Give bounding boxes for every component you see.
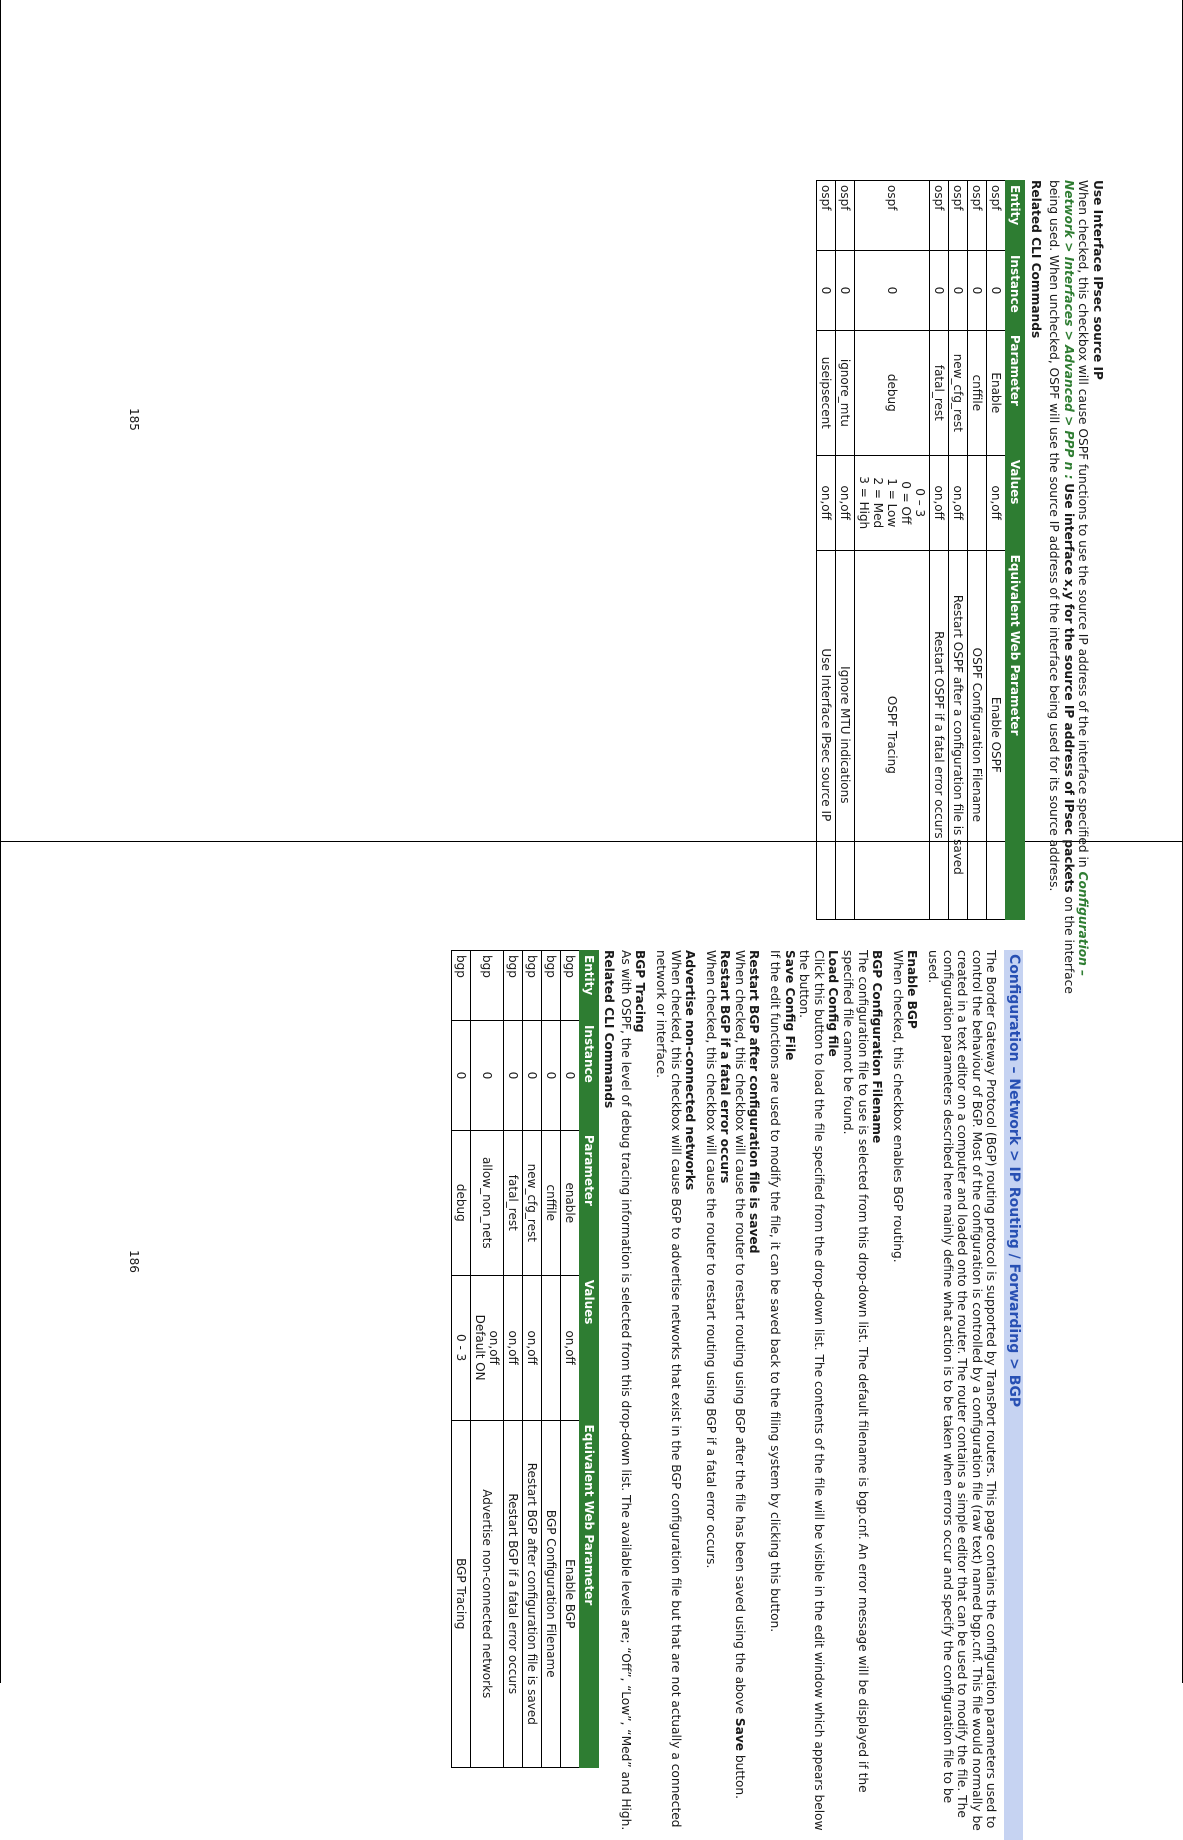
col-values: Values: [1006, 455, 1025, 550]
interfaces-link[interactable]: Configuration – Network > Interfaces > Advanced > PPP n :: [1061, 180, 1091, 977]
cli-table-ospf: [816, 180, 1025, 920]
col-entity: Entity: [579, 951, 598, 1021]
cfg-filename-heading: BGP Configuration Filename: [870, 950, 885, 1144]
table-row: bgp 0 allow_non_nets on,off Default ON Advertise non-connected networks: [470, 951, 503, 1768]
load-cfg-heading: Load Config file: [826, 950, 841, 1057]
page-186: [0, 842, 1183, 1831]
col-parameter: Parameter: [579, 1130, 598, 1275]
save-cfg-text: If the edit functions are used to modify the file, it can be saved back to the filing system by clicking this button.: [768, 950, 783, 1633]
restart-fatal-text: When checked, this checkbox will cause the router to restart routing using BGP if a fatal error occurs.: [703, 950, 718, 1569]
tracing-heading: BGP Tracing: [633, 950, 648, 1033]
enable-bgp-text: When checked, this checkbox enables BGP routing.: [890, 950, 905, 1263]
bgp-intro: The Border Gateway Protocol (BGP) routing protocol is supported by TransPort routers. This page contains the configuration parameters used to control the behaviour of BGP. Most of the configuration is controlled by a configuration file (raw text) named bgp.cnf. This file would normally be created in a text editor on a computer and loaded onto the router. The router contains a simple editor that can be used to modify the file. The configuration parameters described here mainly define what action is to be taken when errors occur and specify the configuration file to be used.: [926, 950, 999, 1831]
table-row: bgp 0 new_cfg_rest on,off Restart BGP after configuration file is saved: [522, 951, 541, 1768]
table-header-row: [579, 951, 598, 1768]
section-title: Configuration – Network > IP Routing / Forwarding > BGP: [1004, 950, 1023, 1840]
enable-bgp-heading: Enable BGP: [905, 950, 920, 1029]
table-row: bgp 0 fatal_rest on,off Restart BGP if a fatal error occurs: [503, 951, 522, 1768]
cfg-filename-text: The configuration file to use is selected from this drop-down list. The default filename is bgp.cnf. An error message will be displayed if the specified file cannot be found.: [841, 950, 870, 1793]
col-entity: Entity: [1006, 181, 1025, 251]
cli-heading: Related CLI Commands: [602, 950, 617, 1109]
restart-fatal-heading: Restart BGP if a fatal error occurs: [718, 950, 733, 1184]
tracing-text: As with OSPF, the level of debug tracing information is selected from this drop-down list. The available levels are; “Off”, “Low”, “Med” and High.: [618, 950, 633, 1831]
restart-after-text: When checked, this checkbox will cause the router to restart routing using BGP after the file has been saved using the above Save button.: [732, 950, 747, 1800]
table-row: bgp 0 debug 0 - 3 BGP Tracing: [451, 951, 470, 1768]
page-number-185: 185: [127, 408, 141, 431]
load-cfg-text: Click this button to load the file specified from the drop-down list. The contents of the file will be visible in the edit window which appears below the button.: [797, 950, 826, 1831]
table-row: ospf 0 fatal_rest on,off Restart OSPF if a fatal error occurs: [930, 181, 949, 920]
advertise-heading: Advertise non-connected networks: [683, 950, 698, 1191]
table-row: ospf 0 debug 0 – 3 0 = Off 1 = Low 2 = Med 3 = High OSPF Tracing: [855, 181, 930, 920]
page-186-content: [451, 950, 1023, 1840]
save-cfg-heading: Save Config File: [782, 950, 797, 1061]
col-web-parameter: Equivalent Web Parameter: [579, 1420, 598, 1767]
page-number-186: 186: [127, 1250, 141, 1273]
cli-heading: Related CLI Commands: [1028, 180, 1043, 339]
table-header-row: [1006, 181, 1025, 920]
use-ipsec-text: When checked, this checkbox will cause OSPF functions to use the source IP address of the interface specified in Configuration – Network > Interfaces > Advanced > PPP n : Use interface x,y for the source IP address of IPsec packets on the interface being used. When unchecked, OSPF will use the source IP address of the interface being used for its source address.: [1047, 180, 1091, 994]
advertise-text: When checked, this checkbox will cause BGP to advertise networks that exist in the BGP configuration file but that are not actually a connected network or interface.: [653, 950, 683, 1828]
table-row: ospf 0 cnffile OSPF Configuration Filename: [968, 181, 987, 920]
restart-after-heading: Restart BGP after configuration file is saved: [747, 950, 762, 1254]
col-parameter: Parameter: [1006, 330, 1025, 455]
col-web-parameter: Equivalent Web Parameter: [1006, 550, 1025, 919]
table-row: ospf 0 ignore_mtu on,off Ignore MTU indications: [836, 181, 855, 920]
table-row: ospf 0 Enable on,off Enable OSPF: [987, 181, 1006, 920]
table-row: ospf 0 useipsecent on,off Use Interface IPsec source IP: [817, 181, 836, 920]
table-row: bgp 0 enable on,off Enable BGP: [560, 951, 579, 1768]
cli-table-bgp: [451, 950, 599, 1768]
table-row: ospf 0 new_cfg_rest on,off Restart OSPF after a configuration file is saved: [949, 181, 968, 920]
col-instance: Instance: [1006, 250, 1025, 330]
use-ipsec-heading: Use Interface IPsec source IP: [1091, 180, 1105, 380]
col-values: Values: [579, 1275, 598, 1420]
col-instance: Instance: [579, 1020, 598, 1130]
table-row: bgp 0 cnffile BGP Configuration Filename: [541, 951, 560, 1768]
